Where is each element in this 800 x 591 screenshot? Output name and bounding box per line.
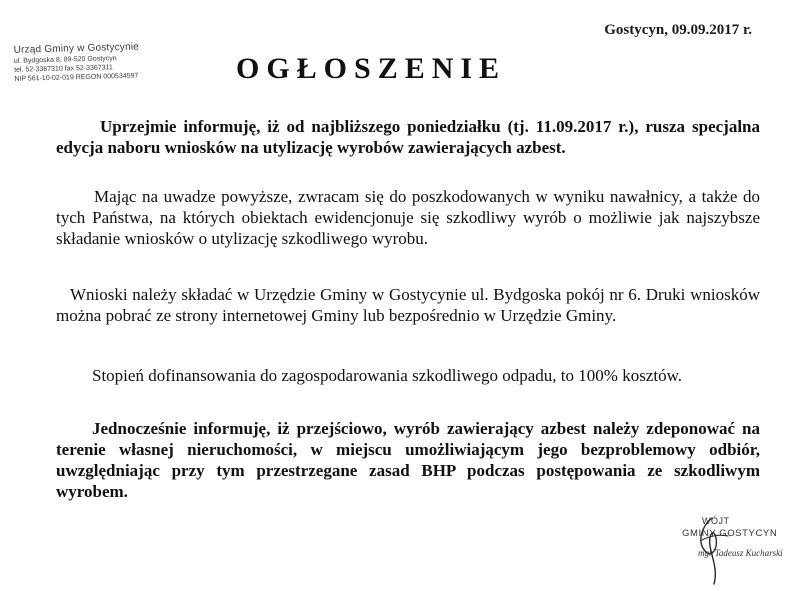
handwritten-signature	[672, 512, 800, 588]
signature-stamp	[672, 512, 800, 588]
signature-name: mgr Tadeusz Kucharski	[698, 548, 783, 558]
stamp-address: ul. Bydgoska 8, 89-520 Gostycyn	[13, 55, 117, 65]
signature-office: GMINY GOSTYCYN	[682, 528, 778, 539]
stamp-phone-fax: tel. 52-3367310 fax 52-3367311	[14, 64, 113, 74]
paragraph-announcement: Uprzejmie informuję, iż od najbliższego poniedziałku (tj. 11.09.2017 r.), rusza specjalna edycja naboru wniosków na utylizację wyrobów zawierających azbest.	[56, 117, 760, 157]
paragraph-funding: Stopień dofinansowania do zagospodarowania szkodliwego odpadu, to 100% kosztów.	[92, 366, 683, 385]
paragraph-appeal: Mając na uwadze powyższe, zwracam się do poszkodowanych w wyniku nawałnicy, a także do tych Państwa, na których obiektach ewidencjonuje się szkodliwy wyrób o możliwie jak najszybsze składanie wniosków o utylizację szkodliwego wyrobu.	[56, 187, 760, 248]
paragraph-where-to-submit: Wnioski należy składać w Urzędzie Gminy w Gostycynie ul. Bydgoska pokój nr 6. Druki wniosków można pobrać ze strony internetowej Gminy lub bezpośrednio w Urzędzie Gminy.	[56, 285, 760, 325]
paragraph-storage-instructions: Jednocześnie informuję, iż przejściowo, wyrób zawierający azbest należy zdeponować na terenie własnej nieruchomości, w miejscu umożliwiającym jego bezproblemowy odbiór, uwzględniając przy tym przestrzegane zasad BHP podczas postępowania ze szkodliwym wyrobem.	[56, 419, 760, 501]
place-and-date: Gostycyn, 09.09.2017 r.	[604, 22, 752, 38]
document-title: OGŁOSZENIE	[236, 52, 507, 85]
office-stamp	[14, 42, 155, 84]
stamp-ids: NIP 561-10-02-019 REGON 000534597	[14, 72, 139, 83]
signature-title: WÓJT	[702, 516, 730, 526]
stamp-office-name: Urząd Gminy w Gostycynie	[13, 41, 140, 56]
